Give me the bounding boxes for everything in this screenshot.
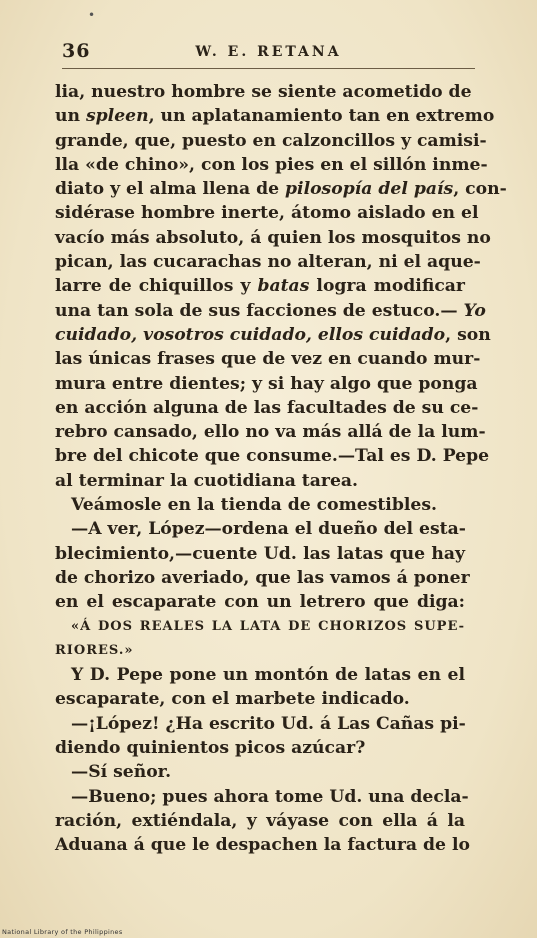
text-segment: ración, extiéndala, y váyase con ella á la [55, 810, 465, 831]
text-segment: «Á DOS REALES LA LATA DE CHORIZOS SUPE- [71, 618, 465, 634]
text-line [55, 566, 470, 590]
text-line [55, 104, 495, 128]
italic-phrase: cuidado, vosotros cuidado, ellos cuidado [55, 324, 446, 345]
text-line [55, 396, 479, 420]
text-segment: , con- [453, 179, 507, 200]
text-segment: en el escaparate con un letrero que diga: [55, 592, 465, 613]
text-line [55, 153, 488, 177]
text-line [55, 760, 465, 784]
text-segment: vacío más absoluto, á quien los mosquitos no [55, 227, 491, 248]
italic-phrase: spleen [85, 106, 149, 127]
text-line [55, 323, 491, 347]
text-line [55, 347, 481, 371]
text-line [55, 250, 481, 274]
text-line [55, 712, 465, 736]
text-line [55, 542, 465, 566]
text-segment: larre de chiquillos y [55, 276, 258, 297]
text-segment: , un aplatanamiento tan en extremo [148, 106, 495, 127]
text-line [55, 736, 465, 760]
text-line [55, 299, 486, 323]
text-segment: bre del chicote que consume.—Tal es D. Pepe [55, 446, 490, 467]
text-segment: Veámosle en la tienda de comestibles. [71, 495, 437, 516]
text-segment: Aduana á que le despachen la factura de lo [55, 835, 470, 856]
header-rule [62, 68, 475, 69]
italic-phrase: pilosopía del país [285, 179, 454, 200]
text-segment: rebro cansado, ello no va más allá de la lum- [55, 422, 486, 443]
text-line [55, 687, 465, 711]
text-line [55, 785, 469, 809]
text-segment: diendo quinientos picos azúcar? [55, 738, 366, 759]
text-segment: en acción alguna de las facultades de su ce- [55, 397, 479, 418]
text-segment: lia, nuestro hombre se siente acometido de [55, 82, 472, 102]
text-segment: —¡López! ¿Ha escrito Ud. á Las Cañas pi- [71, 713, 466, 734]
text-line [55, 809, 465, 833]
text-line [55, 639, 465, 663]
text-line [55, 615, 465, 639]
text-line [55, 226, 491, 250]
text-segment: una tan sola de sus facciones de estuco.— [55, 300, 464, 321]
text-segment: mura entre dientes; y si hay algo que ponga [55, 373, 478, 394]
italic-phrase: Yo [463, 300, 486, 321]
text-line [55, 517, 465, 541]
text-segment: sidérase hombre inerte, átomo aislado en el [55, 203, 479, 224]
text-line [55, 80, 472, 104]
text-line [55, 274, 465, 298]
text-line [55, 663, 465, 687]
text-segment: logra modificar [309, 276, 465, 297]
italic-phrase: batas [257, 276, 310, 297]
text-segment: las únicas frases que de vez en cuando mur- [55, 349, 481, 370]
text-segment: —Bueno; pues ahora tome Ud. una decla- [71, 786, 469, 807]
text-line [55, 129, 487, 153]
text-line [55, 444, 490, 468]
text-segment: blecimiento,—cuente Ud. las latas que hay [55, 543, 465, 564]
text-line [55, 420, 486, 444]
text-segment: —Sí señor. [71, 762, 172, 783]
text-segment: —A ver, López—ordena el dueño del esta- [71, 519, 466, 540]
footer-credit: National Library of the Philippines [2, 928, 123, 936]
text-line [55, 177, 507, 201]
text-line [55, 469, 465, 493]
text-line [55, 372, 478, 396]
text-segment: de chorizo averiado, que las vamos á poner [55, 567, 470, 588]
body-text [55, 80, 507, 858]
text-segment: lla «de chino», con los pies en el sillón inme- [55, 154, 488, 175]
text-segment: RIORES.» [55, 642, 134, 658]
text-segment: pican, las cucarachas no alteran, ni el aque- [55, 252, 481, 273]
ink-speck: • [88, 8, 96, 22]
text-segment: un [55, 106, 86, 127]
text-line [55, 201, 479, 225]
text-segment: escaparate, con el marbete indicado. [55, 689, 410, 710]
text-segment: diato y el alma llena de [55, 179, 286, 200]
text-segment: al terminar la cuotidiana tarea. [55, 470, 358, 491]
running-head: W. E. RETANA [195, 44, 342, 60]
text-segment: , son [445, 324, 491, 345]
text-line [55, 590, 465, 614]
page-number: 36 [62, 40, 91, 62]
page-header [62, 40, 475, 66]
text-line [55, 833, 470, 857]
text-line [55, 493, 465, 517]
text-segment: Y D. Pepe pone un montón de latas en el [71, 665, 465, 686]
text-segment: grande, que, puesto en calzoncillos y camisi- [55, 130, 487, 151]
